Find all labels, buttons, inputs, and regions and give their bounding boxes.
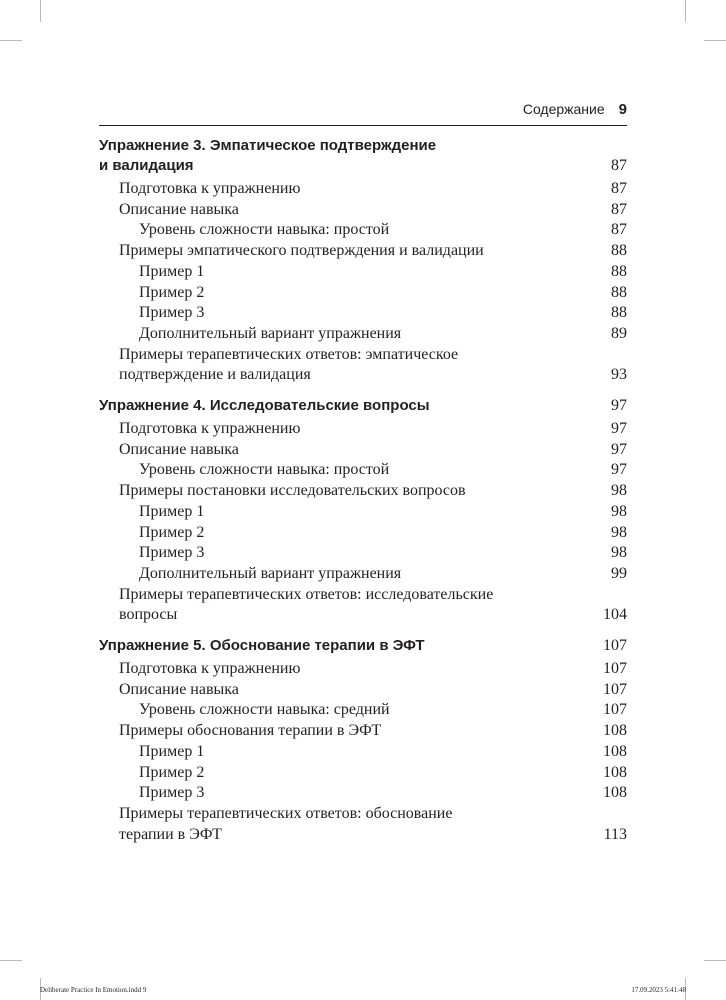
chapter-page-number: 107: [603, 637, 627, 655]
crop-mark: [704, 960, 726, 961]
entry-page-number: 98: [611, 482, 627, 500]
toc-entry: [99, 700, 627, 721]
toc-entry: [99, 283, 627, 304]
toc-chapter: [99, 396, 627, 626]
entry-page-number: 97: [611, 440, 627, 458]
toc-entry: [99, 460, 627, 481]
running-head: [523, 101, 627, 118]
entry-page-number: 107: [603, 660, 627, 678]
entry-title: Пример 3: [139, 544, 205, 562]
crop-mark: [0, 960, 22, 961]
entry-title: Уровень сложности навыка: простой: [139, 461, 390, 479]
toc-entry: [99, 804, 627, 845]
entry-page-number: 98: [611, 523, 627, 541]
toc-entry: [99, 481, 627, 502]
entry-title: Примеры терапевтических ответов: исследовательские вопросы: [119, 585, 494, 624]
entry-page-number: 88: [611, 262, 627, 280]
toc-entry: [99, 345, 627, 386]
entry-title: Описание навыка: [119, 200, 239, 218]
entry-page-number: 98: [611, 544, 627, 562]
toc-entry: [99, 179, 627, 200]
entry-title: Подготовка к упражнению: [119, 420, 301, 438]
chapter-title: Упражнение 4. Исследовательские вопросы: [99, 397, 430, 415]
entry-title: Дополнительный вариант упражнения: [139, 324, 402, 342]
toc-chapter: [99, 636, 627, 845]
toc-chapter: [99, 136, 627, 386]
entry-title: Примеры эмпатического подтверждения и валидации: [119, 242, 484, 260]
entry-title: Дополнительный вариант упражнения: [139, 564, 402, 582]
entry-page-number: 87: [611, 221, 627, 239]
entry-title: Уровень сложности навыка: средний: [139, 701, 390, 719]
header-rule: [99, 125, 627, 126]
toc-entry: [99, 721, 627, 742]
entry-page-number: 88: [611, 283, 627, 301]
entry-page-number: 87: [611, 200, 627, 218]
entry-title: Пример 2: [139, 523, 205, 541]
entry-page-number: 108: [603, 722, 627, 740]
chapter-title: Упражнение 3. Эмпатическое подтверждение и валидация: [99, 137, 437, 174]
entry-page-number: 104: [603, 606, 627, 624]
toc-entry: [99, 502, 627, 523]
entry-page-number: 108: [603, 742, 627, 760]
entry-title: Пример 2: [139, 763, 205, 781]
toc-entry: [99, 200, 627, 221]
entry-page-number: 93: [611, 366, 627, 384]
crop-mark: [0, 40, 22, 41]
entry-title: Пример 3: [139, 304, 205, 322]
entry-title: Пример 1: [139, 262, 205, 280]
entry-page-number: 108: [603, 763, 627, 781]
entry-title: Подготовка к упражнению: [119, 660, 301, 678]
toc-entry: [99, 659, 627, 680]
entry-page-number: 107: [603, 701, 627, 719]
entry-title: Описание навыка: [119, 680, 239, 698]
entry-page-number: 88: [611, 304, 627, 322]
entry-title: Пример 1: [139, 502, 205, 520]
entry-page-number: 107: [603, 680, 627, 698]
entry-page-number: 108: [603, 784, 627, 802]
chapter-heading: [99, 636, 627, 656]
toc-entry: [99, 763, 627, 784]
entry-page-number: 88: [611, 242, 627, 260]
entry-page-number: 113: [603, 825, 627, 843]
running-head-title: Содержание: [522, 101, 605, 117]
toc-entry: [99, 543, 627, 564]
entry-title: Примеры обоснования терапии в ЭФТ: [119, 722, 382, 740]
chapter-page-number: 97: [611, 397, 627, 415]
toc-entry: [99, 783, 627, 804]
toc-entry: [99, 680, 627, 701]
entry-title: Пример 1: [139, 742, 205, 760]
entry-title: Пример 3: [139, 784, 205, 802]
entry-page-number: 98: [611, 502, 627, 520]
toc-entry: [99, 419, 627, 440]
chapter-heading: [99, 396, 627, 416]
entry-page-number: 97: [611, 461, 627, 479]
table-of-contents: [99, 136, 627, 855]
crop-mark: [704, 40, 726, 41]
crop-mark: [685, 0, 686, 22]
chapter-title: Упражнение 5. Обоснование терапии в ЭФТ: [99, 637, 425, 655]
chapter-page-number: 87: [611, 157, 627, 174]
toc-entry: [99, 440, 627, 461]
entry-page-number: 97: [611, 420, 627, 438]
toc-entry: [99, 241, 627, 262]
toc-entry: [99, 742, 627, 763]
entry-title: Примеры терапевтических ответов: обоснование терапии в ЭФТ: [119, 804, 453, 843]
toc-entry: [99, 585, 627, 626]
toc-entry: [99, 262, 627, 283]
toc-entry: [99, 324, 627, 345]
entry-title: Описание навыка: [119, 440, 239, 458]
entry-title: Уровень сложности навыка: простой: [139, 221, 390, 239]
entry-page-number: 99: [611, 564, 627, 582]
entry-page-number: 87: [611, 180, 627, 197]
toc-entry: [99, 523, 627, 544]
entry-title: Примеры терапевтических ответов: эмпатическое подтверждение и валидация: [119, 345, 459, 384]
entry-title: Пример 2: [139, 283, 205, 301]
footer-timestamp: 17.09.2023 5:41:48: [631, 986, 686, 994]
toc-entry: [99, 564, 627, 585]
entry-title: Подготовка к упражнению: [119, 180, 301, 197]
footer-filename: Deliberate Practice In Emotion.indd 9: [40, 986, 147, 994]
crop-mark: [40, 0, 41, 22]
toc-entry: [99, 220, 627, 241]
entry-title: Примеры постановки исследовательских вопросов: [119, 482, 466, 500]
toc-entry: [99, 303, 627, 324]
chapter-heading: [99, 136, 627, 176]
entry-page-number: 89: [611, 324, 627, 342]
page-number: 9: [618, 101, 627, 118]
